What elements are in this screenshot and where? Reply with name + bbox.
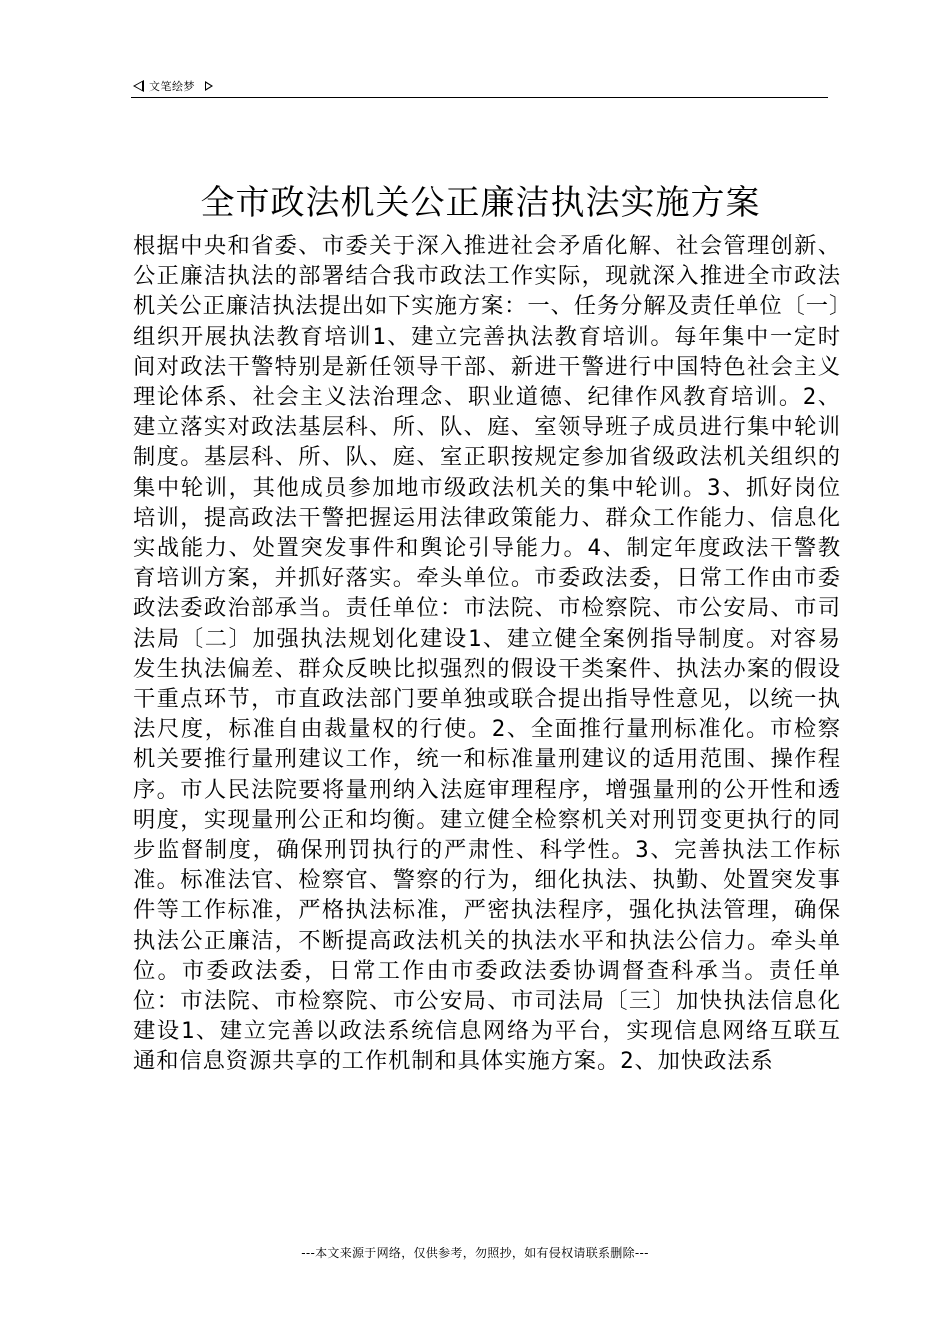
page-footer: ---本文来源于网络，仅供参考，勿照抄，如有侵权请联系删除--- — [301, 1246, 649, 1260]
header-divider — [131, 97, 828, 98]
header-brand: 文笔绘梦 — [149, 80, 195, 93]
document-body: 根据中央和省委、市委关于深入推进社会矛盾化解、社会管理创新、公正廉洁执法的部署结合我市政法工作实际，现就深入推进全市政法机关公正廉洁执法提出如下实施方案：一、任务分解及责任单位〔一〕组织开展执法教育培训1、建立完善执法教育培训。每年集中一定时间对政法干警特别是新任领导干部、新进干警进行中国特色社会主义理论体系、社会主义法治理念、职业道德、纪律作风教育培训。2、建立落实对政法基层科、所、队、庭、室领导班子成员进行集中轮训制度。基层科、所、队、庭、室正职按规定参加省级政法机关组织的集中轮训，其他成员参加地市级政法机关的集中轮训。3、抓好岗位培训，提高政法干警把握运用法律政策能力、群众工作能力、信息化实战能力、处置突发事件和舆论引导能力。4、制定年度政法干警教育培训方案，并抓好落实。牵头单位。市委政法委，日常工作由市委政法委政治部承当。责任单位：市法院、市检察院、市公安局、市司法局〔二〕加强执法规划化建设1、建立健全案例指导制度。对容易发生执法偏差、群众反映比拟强烈的假设干类案件、执法办案的假设干重点环节，市直政法部门要单独或联合提出指导性意见，以统一执法尺度，标准自由裁量权的行使。2、全面推行量刑标准化。市检察机关要推行量刑建议工作，统一和标准量刑建议的适用范围、操作程序。市人民法院要将量刑纳入法庭审理程序，增强量刑的公开性和透明度，实现量刑公正和均衡。建立健全检察机关对刑罚变更执行的同步监督制度，确保刑罚执行的严肃性、科学性。3、完善执法工作标准。标准法官、检察官、警察的行为，细化执法、执勤、处置突发事件等工作标准，严格执法标准，严密执法程序，强化执法管理，确保执法公正廉洁，不断提高政法机关的执法水平和执法公信力。牵头单位。市委政法委，日常工作由市委政法委协调督查科承当。责任单位：市法院、市检察院、市公安局、市司法局〔三〕加快执法信息化建设1、建立完善以政法系统信息网络为平台，实现信息网络互联互通和信息资源共享的工作机制和具体实施方案。2、加快政法系 — [133, 233, 841, 1075]
triangle-left-icon — [133, 80, 144, 92]
page-header — [133, 74, 828, 98]
document-title: 全市政法机关公正廉洁执法实施方案 — [200, 183, 761, 223]
triangle-right-icon — [205, 81, 213, 91]
